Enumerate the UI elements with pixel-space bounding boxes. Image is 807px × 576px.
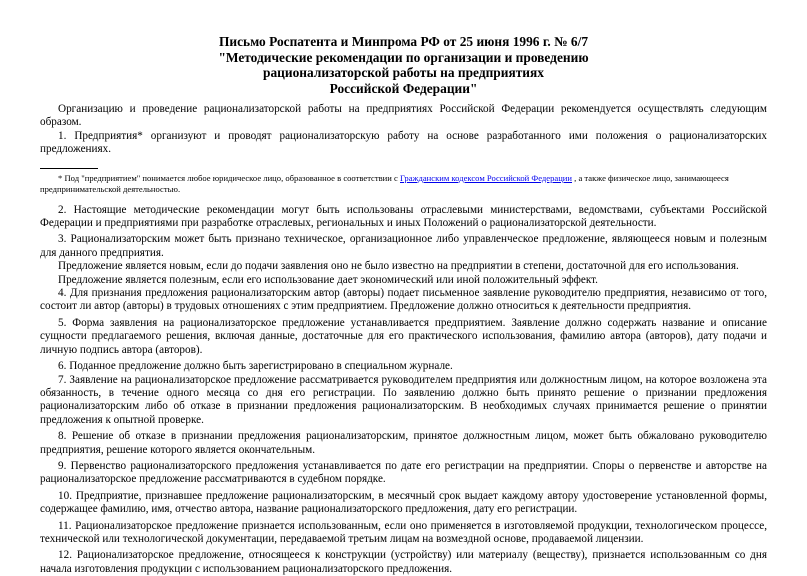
title-line-1: Письмо Роспатента и Минпрома РФ от 25 июня 1996 г. № 6/7	[218, 34, 589, 49]
paragraph-3-usefulness: Предложение является полезным, если его использование дает экономический или иной положительный эффект.	[58, 273, 598, 286]
paragraph-11: 11. Рационализаторское предложение признается использованным, если оно применяется в изготовляемой продукции, технологическом процессе, технической или технологической документации, передаваемой третьим лицам на возмездной основе, продаваемой лицензии.	[40, 519, 767, 545]
paragraph-5: 5. Форма заявления на рационализаторское предложение устанавливается предприятием. Заявление должно содержать название и описание сущности предлагаемого решения, включая данные, достаточные для его практического использования, фамилию автора (авторов), дату подачи и личную подпись автора (авторов).	[40, 316, 767, 356]
paragraph-10: 10. Предприятие, признавшее предложение рационализаторским, в месячный срок выдает каждому автору удостоверение установленной формы, содержащее фамилию, имя, отчество автора, название рационализаторского предложения, дату его регистрации.	[40, 489, 767, 516]
title-line-4: Российской Федерации"	[329, 80, 478, 96]
paragraph-3: 3. Рационализаторским может быть признано техническое, организационное либо управленческое предложение, являющееся новым и полезным для данного предприятия.	[40, 233, 767, 259]
footnote-text-before: * Под "предприятием" понимается любое юридическое лицо, образованное в соответствии с	[58, 172, 400, 183]
civil-code-link[interactable]: Гражданским кодексом Российской Федерации	[400, 172, 572, 183]
paragraph-9: 9. Первенство рационализаторского предложения устанавливается по дате его регистрации на предприятии. Споры о первенстве и авторстве на рационализаторское предложение рассматриваются в судебном порядке.	[40, 459, 767, 486]
paragraph-8: 8. Решение об отказе в признании предложения рационализаторским, принятое должностным лицом, может быть обжаловано руководителю предприятия, решение которого является окончательным.	[40, 430, 767, 456]
footnote-text-after: , а также физическое лицо, занимающееся предпринимательской деятельностью.	[40, 172, 729, 194]
paragraph-2: 2. Настоящие методические рекомендации могут быть использованы отраслевыми министерствами, ведомствами, субъектами Российской Федерации и предприятиями при разработке отраслевых, региональных и иных Положений о рационализаторской деятельности.	[40, 203, 767, 230]
intro-paragraph: Организацию и проведение рационализаторской работы на предприятиях Российской Федерации рекомендуется осуществлять следующим образом.	[40, 103, 767, 129]
paragraph-4: 4. Для признания предложения рационализаторским автор (авторы) подает письменное заявление руководителю предприятия, независимо от того, состоит ли автор (авторы) в трудовых отношениях с этим предприятием. Предложение должно относиться к деятельности предприятия.	[40, 287, 767, 313]
paragraph-7: 7. Заявление на рационализаторское предложение рассматривается руководителем предприятия или должностным лицом, на которое возложена эта обязанность, в течение одного месяца со дня его регистрации. По заявлению должно быть принято решение о признании предложения рационализаторским либо об отказе в признании предложения рационализаторским. В необходимых случаях принимается решение о принятии предложения к опытной проверке.	[40, 373, 767, 426]
title-line-3: рационализаторской работы на предприятиях	[263, 65, 544, 81]
paragraph-3-novelty: Предложение является новым, если до подачи заявления оно не было известно на предприятии в степени, достаточной для его использования.	[58, 260, 739, 273]
paragraph-6: 6. Поданное предложение должно быть зарегистрировано в специальном журнале.	[58, 360, 453, 373]
document-body	[40, 103, 767, 576]
paragraph-1: 1. Предприятия* организуют и проводят рационализаторскую работу на основе разработанного ими положения о рационализаторских предложениях.	[40, 129, 767, 156]
title-line-2: "Методические рекомендации по организации и проведению	[218, 49, 589, 65]
footnote-divider	[40, 168, 98, 169]
paragraph-12: 12. Рационализаторское предложение, относящееся к конструкции (устройству) или материалу (веществу), признается использованным со дня начала изготовления продукции с использованием рационализаторского предложения.	[40, 549, 767, 575]
footnote	[40, 173, 767, 195]
document-title	[40, 34, 767, 96]
